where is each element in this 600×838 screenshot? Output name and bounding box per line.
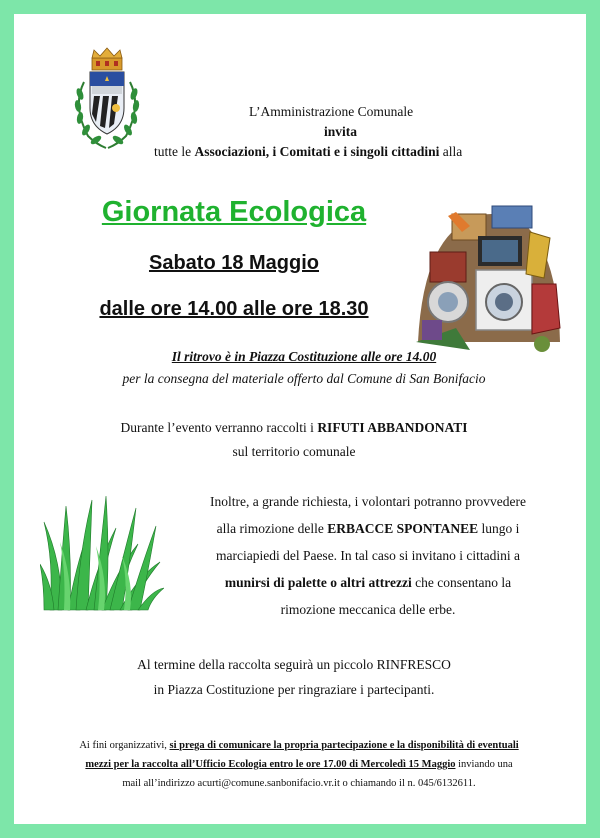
- meeting-point: Il ritrovo è in Piazza Costituzione alle ore 14.00: [171, 349, 437, 364]
- organization-note: [34, 736, 564, 793]
- refreshment-line-2: in Piazza Costituzione per ringraziare i partecipanti.: [153, 682, 435, 697]
- material-handover: per la consegna del materiale offerto dal Comune di San Bonifacio: [122, 371, 486, 386]
- weeds-l2-pre: alla rimozione delle: [216, 521, 328, 536]
- org-line-2: [34, 755, 564, 774]
- event-date: Sabato 18 Maggio: [148, 252, 320, 274]
- weeds-line-3: marciapiedi del Paese. In tal caso si invitano i cittadini a: [215, 548, 521, 563]
- weeds-line-4: [178, 569, 558, 596]
- collection-territory: sul territorio comunale: [232, 444, 356, 459]
- refreshment-block: [54, 652, 534, 702]
- weeds-l2-post: lungo i: [478, 521, 520, 536]
- flyer-page: [14, 14, 586, 824]
- administration-line: L’Amministrazione Comunale: [249, 104, 414, 119]
- org-l2-bold: mezzi per la raccolta all’Ufficio Ecologia entro le ore 17.00 di Mercoledì 15 Maggio: [85, 759, 456, 770]
- invitees-pre: tutte le: [154, 144, 195, 159]
- org-line-1: [34, 736, 564, 755]
- collection-block: [54, 416, 534, 464]
- org-l1-pre: Ai fini organizzativi,: [79, 740, 170, 751]
- weeds-line-2: [178, 515, 558, 542]
- weeds-l4-bold: munirsi di palette o altri attrezzi: [224, 575, 412, 590]
- weeds-block: [178, 488, 558, 623]
- grass-image: [40, 492, 164, 616]
- weeds-l2-bold: ERBACCE SPONTANEE: [327, 521, 479, 536]
- org-l2-post: inviando una: [455, 759, 513, 770]
- collection-bold: RIFUTI ABBANDONATI: [317, 420, 468, 435]
- invites-line: invita: [324, 124, 358, 139]
- waste-pile-image: [412, 192, 564, 360]
- collection-pre: Durante l’evento verranno raccolti i: [120, 420, 318, 435]
- event-time: dalle ore 14.00 alle ore 18.30: [99, 298, 369, 320]
- event-title: Giornata Ecologica: [101, 196, 367, 228]
- invitees-line: [154, 142, 564, 162]
- weeds-line-5: rimozione meccanica delle erbe.: [280, 602, 456, 617]
- org-l1-bold: si prega di comunicare la propria partecipazione e la disponibilità di eventuali: [169, 740, 519, 751]
- meeting-block: [74, 346, 534, 390]
- invitees-post: alla: [439, 144, 463, 159]
- weeds-l4-post: che consentano la: [411, 575, 512, 590]
- org-line-3: mail all’indirizzo acurti@comune.sanbonifacio.vr.it o chiamando il n. 045/6132611.: [122, 778, 476, 789]
- invitees-bold: Associazioni, i Comitati e i singoli cittadini: [194, 144, 440, 159]
- collection-line: [54, 416, 534, 440]
- coat-of-arms-icon: [70, 44, 144, 152]
- weeds-line-1: Inoltre, a grande richiesta, i volontari potranno provvedere: [209, 494, 526, 509]
- refreshment-line-1: Al termine della raccolta seguirà un piccolo RINFRESCO: [137, 657, 451, 672]
- intro-block: [154, 102, 564, 162]
